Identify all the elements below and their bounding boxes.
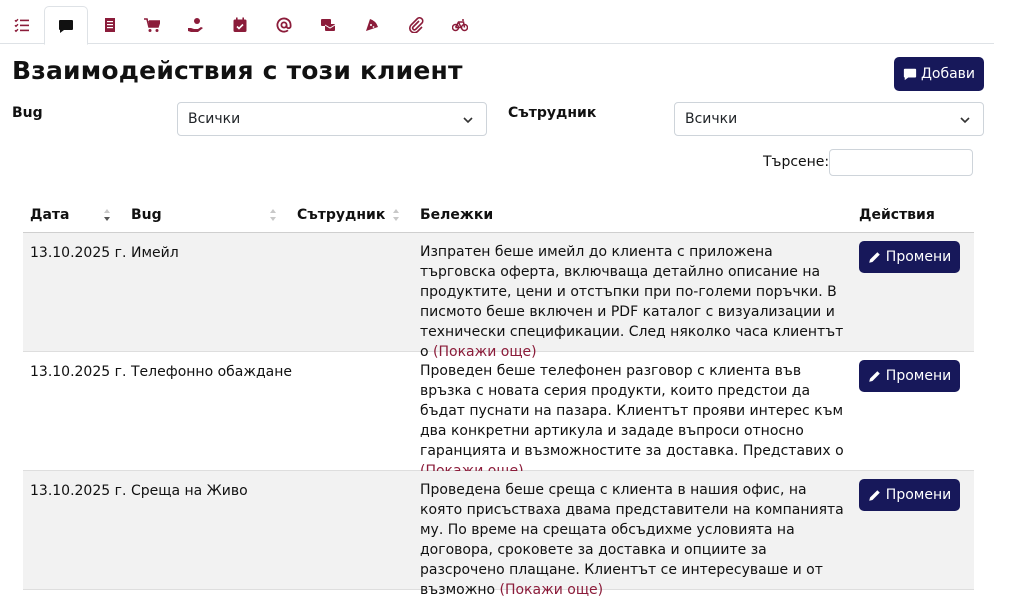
table-row <box>23 352 974 471</box>
column-header-bug[interactable]: Bug <box>131 207 162 223</box>
pizza-icon <box>364 17 380 33</box>
edit-button-label: Промени <box>885 368 952 384</box>
comment-icon <box>58 18 74 34</box>
bug-filter-value: Всички <box>188 111 241 127</box>
row-date: 13.10.2025 г. <box>30 245 127 261</box>
column-header-actions: Действия <box>859 207 935 223</box>
checklist-icon <box>14 17 30 33</box>
edit-button-label: Промени <box>885 249 952 265</box>
show-more-link[interactable]: (Покажи още) <box>433 344 537 360</box>
column-header-date[interactable]: Дата <box>30 207 70 223</box>
add-button-label: Добави <box>920 66 976 82</box>
column-header-notes: Бележки <box>420 207 494 223</box>
tab-documents[interactable] <box>88 6 132 44</box>
comment-icon <box>903 67 917 81</box>
row-notes-text: Изпратен беше имейл до клиента с приложена търговска оферта, включваща детайлно описание на продуктите, цени и отстъпки при по-големи поръчки. В писмото беше включен и PDF каталог с визуализации и технически спецификации. След няколко часа клиентът о <box>420 244 844 360</box>
tab-attachments[interactable] <box>394 6 438 44</box>
show-more-link[interactable]: (Покажи още) <box>499 582 604 598</box>
tab-delivery[interactable] <box>438 6 482 44</box>
cart-icon <box>144 17 160 33</box>
row-notes-text: Проведен беше телефонен разговор с клиента във връзка с новата серия продукти, които предстои да бъдат пуснати на пазара. Клиентът прояви интерес към два конкретни артикула и зададе въпроси относно гаранцията и възможностите за доставка. Представих о <box>420 363 844 459</box>
sort-icon <box>269 207 277 223</box>
bug-filter-select[interactable] <box>177 102 487 136</box>
tab-mailings[interactable] <box>306 6 350 44</box>
tab-tasks[interactable] <box>0 6 44 44</box>
row-notes <box>420 361 850 481</box>
row-bug: Имейл <box>131 245 179 261</box>
row-notes <box>420 480 850 600</box>
interaction-tabs <box>0 0 994 44</box>
row-bug: Телефонно обаждане <box>131 364 292 380</box>
bug-filter-label: Bug <box>12 105 43 121</box>
edit-button[interactable] <box>859 241 960 273</box>
sort-icon <box>392 207 400 223</box>
row-date: 13.10.2025 г. <box>30 364 127 380</box>
edit-button-label: Промени <box>885 487 952 503</box>
employee-filter-select[interactable] <box>674 102 984 136</box>
at-icon <box>276 17 292 33</box>
edit-button[interactable] <box>859 479 960 511</box>
calendar-check-icon <box>232 17 248 33</box>
employee-filter-label: Сътрудник <box>508 105 597 121</box>
document-icon <box>102 17 118 33</box>
tab-email[interactable] <box>262 6 306 44</box>
sort-desc-icon <box>103 207 111 223</box>
pencil-icon <box>868 489 881 502</box>
bicycle-icon <box>452 17 468 33</box>
add-interaction-button[interactable] <box>894 57 984 91</box>
mail-stack-icon <box>320 17 336 33</box>
search-input[interactable] <box>829 149 973 176</box>
tab-orders[interactable] <box>130 6 174 44</box>
search-label: Търсене: <box>763 154 830 170</box>
tab-food[interactable] <box>350 6 394 44</box>
row-notes-text: Проведена беше среща с клиента в нашия офис, на която присъстваха двама представители на компанията му. По време на срещата обсъдихме условията на договора, сроковете за доставка и опциите за разсрочено плащане. Клиентът се интересуваше и от възможно <box>420 482 844 598</box>
column-header-employee[interactable]: Сътрудник <box>297 207 386 223</box>
table-row <box>23 471 974 598</box>
employee-filter-value: Всички <box>685 111 738 127</box>
tab-calendar[interactable] <box>218 6 262 44</box>
chevron-down-icon <box>959 114 971 126</box>
tab-payments[interactable] <box>174 6 218 44</box>
row-notes <box>420 242 850 362</box>
row-date: 13.10.2025 г. <box>30 483 127 499</box>
table-row <box>23 233 974 360</box>
row-bug: Среща на Живо <box>131 483 248 499</box>
tab-comments[interactable] <box>44 6 88 45</box>
pencil-icon <box>868 370 881 383</box>
edit-button[interactable] <box>859 360 960 392</box>
chevron-down-icon <box>462 114 474 126</box>
page-title: Взаимодействия с този клиент <box>12 56 463 85</box>
hand-coin-icon <box>188 17 204 33</box>
paperclip-icon <box>408 17 424 33</box>
pencil-icon <box>868 251 881 264</box>
